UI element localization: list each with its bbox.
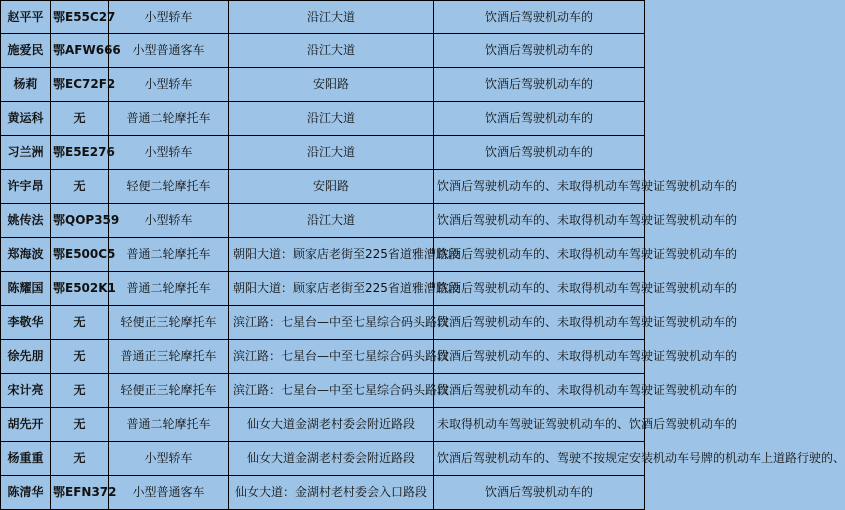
plate-number: 鄂EFN372 bbox=[51, 476, 109, 510]
table-row bbox=[1, 272, 645, 306]
table-row bbox=[1, 238, 645, 272]
violation-location: 滨江路：七星台—中至七星综合码头路段 bbox=[229, 374, 434, 408]
table-row bbox=[1, 102, 645, 136]
driver-name: 郑海波 bbox=[1, 238, 51, 272]
violation-description: 未取得机动车驾驶证驾驶机动车的、饮酒后驾驶机动车的 bbox=[434, 408, 645, 442]
violation-location: 沿江大道 bbox=[229, 1, 434, 34]
driver-name: 陈清华 bbox=[1, 476, 51, 510]
vehicle-type: 普通二轮摩托车 bbox=[109, 408, 229, 442]
driver-name: 杨莉 bbox=[1, 68, 51, 102]
violation-description: 饮酒后驾驶机动车的、未取得机动车驾驶证驾驶机动车的 bbox=[434, 204, 645, 238]
driver-name: 杨重重 bbox=[1, 442, 51, 476]
violation-location: 沿江大道 bbox=[229, 136, 434, 170]
violation-description: 饮酒后驾驶机动车的、未取得机动车驾驶证驾驶机动车的 bbox=[434, 340, 645, 374]
plate-number: 无 bbox=[51, 340, 109, 374]
violation-description: 饮酒后驾驶机动车的 bbox=[434, 102, 645, 136]
plate-number: 鄂AFW666 bbox=[51, 34, 109, 68]
vehicle-type: 轻便正三轮摩托车 bbox=[109, 374, 229, 408]
violation-location: 朝阳大道：顾家店老街至225省道雅漕路段 bbox=[229, 238, 434, 272]
table-row bbox=[1, 136, 645, 170]
violation-location: 安阳路 bbox=[229, 68, 434, 102]
driver-name: 施爱民 bbox=[1, 34, 51, 68]
driver-name: 姚传法 bbox=[1, 204, 51, 238]
vehicle-type: 普通二轮摩托车 bbox=[109, 238, 229, 272]
plate-number: 鄂EC72F2 bbox=[51, 68, 109, 102]
vehicle-type: 轻便二轮摩托车 bbox=[109, 170, 229, 204]
plate-number: 鄂E5E276 bbox=[51, 136, 109, 170]
table-row bbox=[1, 1, 645, 34]
violation-location: 沿江大道 bbox=[229, 102, 434, 136]
plate-number: 鄂QOP359 bbox=[51, 204, 109, 238]
violation-description: 饮酒后驾驶机动车的、未取得机动车驾驶证驾驶机动车的 bbox=[434, 306, 645, 340]
violation-location: 仙女大道：金湖村老村委会入口路段 bbox=[229, 476, 434, 510]
table-row bbox=[1, 340, 645, 374]
driver-name: 陈耀国 bbox=[1, 272, 51, 306]
violation-location: 沿江大道 bbox=[229, 34, 434, 68]
driver-name: 黄运科 bbox=[1, 102, 51, 136]
vehicle-type: 普通正三轮摩托车 bbox=[109, 340, 229, 374]
plate-number: 鄂E55C27 bbox=[51, 1, 109, 34]
table-row bbox=[1, 442, 645, 476]
violation-location: 沿江大道 bbox=[229, 204, 434, 238]
violation-location: 仙女大道金湖老村委会附近路段 bbox=[229, 408, 434, 442]
table-row bbox=[1, 374, 645, 408]
violation-location: 仙女大道金湖老村委会附近路段 bbox=[229, 442, 434, 476]
plate-number: 无 bbox=[51, 170, 109, 204]
violation-description: 饮酒后驾驶机动车的 bbox=[434, 34, 645, 68]
table-row bbox=[1, 68, 645, 102]
violation-description: 饮酒后驾驶机动车的 bbox=[434, 136, 645, 170]
vehicle-type: 普通二轮摩托车 bbox=[109, 272, 229, 306]
driver-name: 许宇昂 bbox=[1, 170, 51, 204]
driver-name: 赵平平 bbox=[1, 1, 51, 34]
vehicle-type: 小型轿车 bbox=[109, 1, 229, 34]
violation-description: 饮酒后驾驶机动车的 bbox=[434, 68, 645, 102]
driver-name: 胡先开 bbox=[1, 408, 51, 442]
vehicle-type: 小型轿车 bbox=[109, 68, 229, 102]
vehicle-type: 轻便正三轮摩托车 bbox=[109, 306, 229, 340]
table-row bbox=[1, 408, 645, 442]
driver-name: 习兰洲 bbox=[1, 136, 51, 170]
violation-description: 饮酒后驾驶机动车的 bbox=[434, 476, 645, 510]
violation-description: 饮酒后驾驶机动车的、未取得机动车驾驶证驾驶机动车的 bbox=[434, 272, 645, 306]
violation-description: 饮酒后驾驶机动车的、驾驶不按规定安装机动车号牌的机动车上道路行驶的、 bbox=[434, 442, 645, 476]
plate-number: 无 bbox=[51, 102, 109, 136]
plate-number: 鄂E500C5 bbox=[51, 238, 109, 272]
vehicle-type: 小型普通客车 bbox=[109, 476, 229, 510]
violation-description: 饮酒后驾驶机动车的、未取得机动车驾驶证驾驶机动车的 bbox=[434, 170, 645, 204]
violation-description: 饮酒后驾驶机动车的、未取得机动车驾驶证驾驶机动车的 bbox=[434, 374, 645, 408]
violation-description: 饮酒后驾驶机动车的、未取得机动车驾驶证驾驶机动车的 bbox=[434, 238, 645, 272]
table-row bbox=[1, 204, 645, 238]
plate-number: 无 bbox=[51, 306, 109, 340]
violation-location: 滨江路：七星台—中至七星综合码头路段 bbox=[229, 306, 434, 340]
vehicle-type: 小型普通客车 bbox=[109, 34, 229, 68]
table-row bbox=[1, 306, 645, 340]
plate-number: 鄂E502K1 bbox=[51, 272, 109, 306]
violation-location: 安阳路 bbox=[229, 170, 434, 204]
vehicle-type: 小型轿车 bbox=[109, 204, 229, 238]
plate-number: 无 bbox=[51, 374, 109, 408]
driver-name: 李敬华 bbox=[1, 306, 51, 340]
table-row bbox=[1, 170, 645, 204]
violation-description: 饮酒后驾驶机动车的 bbox=[434, 1, 645, 34]
table-row bbox=[1, 476, 645, 510]
vehicle-type: 小型轿车 bbox=[109, 442, 229, 476]
plate-number: 无 bbox=[51, 442, 109, 476]
plate-number: 无 bbox=[51, 408, 109, 442]
vehicle-type: 普通二轮摩托车 bbox=[109, 102, 229, 136]
violation-location: 滨江路：七星台—中至七星综合码头路段 bbox=[229, 340, 434, 374]
violation-location: 朝阳大道：顾家店老街至225省道雅漕路段 bbox=[229, 272, 434, 306]
table-row bbox=[1, 34, 645, 68]
driver-name: 宋计亮 bbox=[1, 374, 51, 408]
vehicle-type: 小型轿车 bbox=[109, 136, 229, 170]
driver-name: 徐先朋 bbox=[1, 340, 51, 374]
